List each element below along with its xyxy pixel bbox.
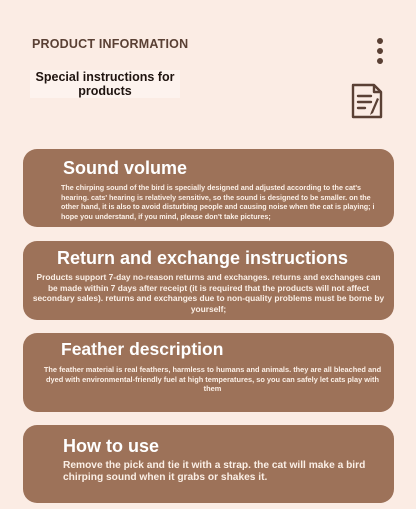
card-title: Sound volume bbox=[63, 158, 188, 178]
card-title: Return and exchange instructions bbox=[57, 248, 349, 268]
kebab-menu-icon[interactable] bbox=[376, 38, 384, 64]
section-subtitle: Special instructions for products bbox=[30, 70, 180, 98]
card-body: Remove the pick and tie it with a strap. the cat will make a bird chirping sound when it grabs or shakes it. bbox=[63, 460, 366, 483]
card-body: The feather material is real feathers, harmless to humans and animals. they are all bleached and dyed with environmental-friendly fuel at high temperatures, so you can safely let cats play with them bbox=[43, 365, 382, 394]
menu-dot bbox=[377, 58, 383, 64]
document-icon bbox=[350, 82, 384, 120]
info-card-how-to-use bbox=[23, 425, 394, 503]
info-card-return-exchange bbox=[23, 241, 394, 320]
card-title: How to use bbox=[63, 436, 160, 456]
card-title: Feather description bbox=[61, 339, 224, 359]
menu-dot bbox=[377, 38, 383, 44]
menu-dot bbox=[377, 48, 383, 54]
info-card-feather-description bbox=[23, 333, 394, 412]
info-card-sound-volume bbox=[23, 149, 394, 227]
card-body: Products support 7-day no-reason returns and exchanges. returns and exchanges can be made within 7 days after receipt (it is required that the products will not affect secondary sales). returns and exchanges due to non-quality problems must be borne by yourself; bbox=[32, 272, 385, 314]
card-body: The chirping sound of the bird is specially designed and adjusted according to the cat's hearing. cats' hearing is relatively sensitive, so the sound is designed to be smaller. on the other hand, it is also to avoid disturbing people and causing noise when the cat is playing; i hope you understand, if you mind, please don't take pictures; bbox=[61, 183, 375, 221]
page-title: PRODUCT INFORMATION bbox=[32, 37, 189, 51]
